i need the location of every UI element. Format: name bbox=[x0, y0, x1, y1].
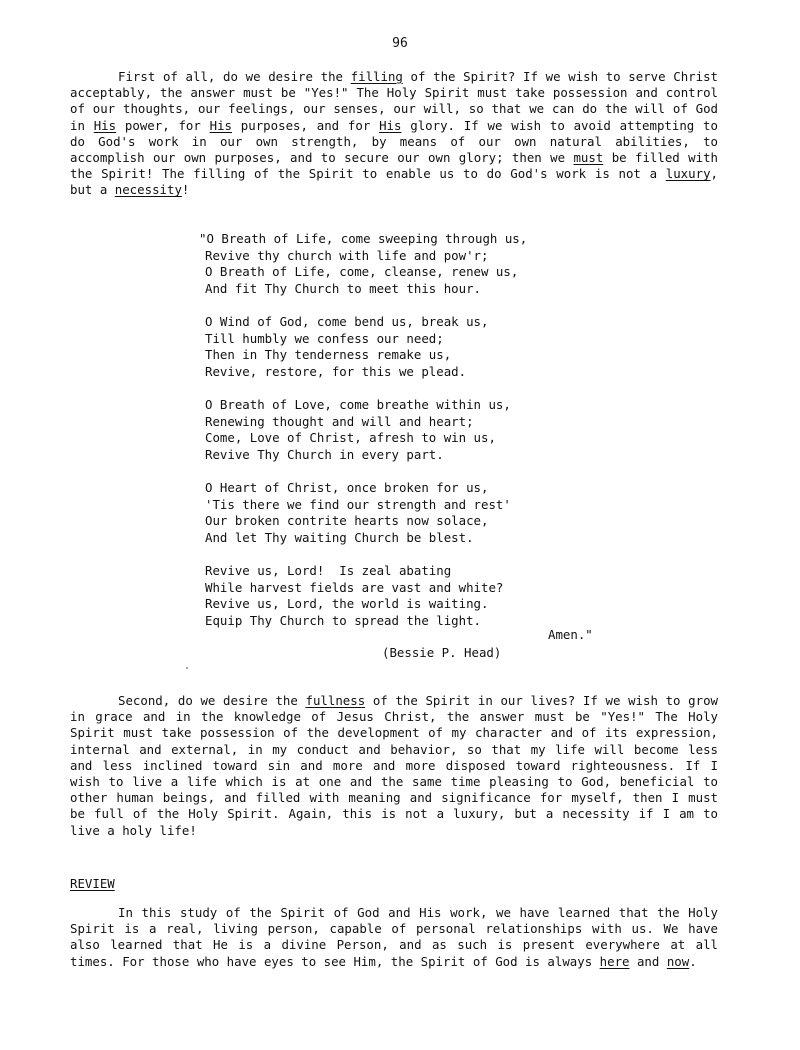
poem-stanza bbox=[205, 563, 625, 629]
underlined-word: now bbox=[666, 953, 690, 969]
underlined-word: must bbox=[573, 150, 604, 166]
scan-speck bbox=[186, 667, 188, 669]
text-run: of the Spirit? If we wish to serve Christ acceptably, the answer must be "Yes!" The Holy Spirit must take possession and control of our thoughts, our feelings, our senses, our will, so that we can do the will of God in bbox=[70, 69, 718, 133]
poem-line: O Breath of Love, come breathe within us, bbox=[205, 397, 511, 412]
text-run: power, for bbox=[116, 117, 210, 133]
text-run: , but a bbox=[70, 166, 718, 198]
underlined-word: necessity bbox=[114, 182, 182, 198]
text-run: First of all, do we desire the bbox=[118, 69, 351, 84]
poem-line: Revive Thy Church in every part. bbox=[205, 446, 444, 462]
poem-attribution: (Bessie P. Head) bbox=[382, 645, 502, 660]
poem-line: O Heart of Christ, once broken for us, bbox=[205, 480, 489, 495]
page-number: 96 bbox=[392, 36, 408, 51]
poem-line: Come, Love of Christ, afresh to win us, bbox=[205, 430, 496, 445]
poem-line: 'Tis there we find our strength and rest' bbox=[205, 496, 511, 512]
text-run: Second, do we desire the bbox=[118, 693, 306, 708]
poem-line: O Wind of God, come bend us, break us, bbox=[205, 314, 489, 329]
hymn-poem bbox=[199, 231, 625, 646]
poem-line: Our broken contrite hearts now solace, bbox=[205, 513, 489, 528]
poem-line: And fit Thy Church to meet this hour. bbox=[205, 280, 482, 296]
poem-line: Revive us, Lord! Is zeal abating bbox=[205, 563, 452, 578]
poem-line: Till humbly we confess our need; bbox=[205, 330, 444, 346]
underlined-word: here bbox=[599, 953, 630, 969]
poem-line: And let Thy waiting Church be blest. bbox=[205, 529, 474, 545]
poem-line: Revive thy church with life and pow'r; bbox=[205, 247, 489, 263]
poem-line: Revive, restore, for this we plead. bbox=[205, 363, 467, 379]
underlined-word: luxury bbox=[665, 166, 711, 182]
poem-line: Revive us, Lord, the world is waiting. bbox=[205, 596, 489, 611]
poem-line: Renewing thought and will and heart; bbox=[205, 413, 474, 429]
poem-stanza bbox=[205, 314, 625, 380]
text-run: glory. If we wish to avoid attempting to do God's work in our own strength, by means of our own natural abilities, to accomplish our own purposes, and to secure our own glory; then we bbox=[70, 117, 718, 166]
poem-stanza bbox=[199, 231, 625, 297]
poem-line: Equip Thy Church to spread the light. bbox=[205, 612, 482, 628]
text-run: be filled with the Spirit! The filling of the Spirit to enable us to do God's work is not a bbox=[70, 150, 718, 182]
paragraph-filling bbox=[70, 69, 718, 199]
poem-line: O Breath of Life, come, cleanse, renew us, bbox=[205, 264, 519, 279]
paragraph-review bbox=[70, 905, 718, 970]
text-run: purposes, and for bbox=[232, 117, 380, 133]
poem-stanza bbox=[205, 480, 625, 546]
text-run: and bbox=[629, 953, 667, 969]
poem-line: "O Breath of Life, come sweeping through us, bbox=[199, 231, 528, 246]
poem-closing: Amen." bbox=[548, 627, 593, 642]
text-run: ! bbox=[181, 182, 190, 198]
text-run: . bbox=[689, 953, 697, 969]
text-run: In this study of the Spirit of God and His work, we have learned that the Holy Spirit is a real, living person, capable of personal relationships with us. We have also learned that He is a divine Person, and as such is present everywhere at all times. For those who have eyes to see Him, the Spirit of God is always bbox=[70, 905, 718, 969]
underlined-word: filling bbox=[350, 69, 403, 84]
paragraph-fullness bbox=[70, 693, 718, 839]
poem-stanza bbox=[205, 397, 625, 463]
underlined-word: His bbox=[93, 117, 117, 133]
underlined-word: fullness bbox=[305, 693, 366, 708]
poem-line: Then in Thy tenderness remake us, bbox=[205, 347, 452, 362]
poem-line: While harvest fields are vast and white? bbox=[205, 579, 504, 595]
underlined-word: His bbox=[379, 117, 402, 133]
section-heading-review: REVIEW bbox=[70, 876, 115, 891]
text-run: of the Spirit in our lives? If we wish to grow in grace and in the knowledge of Jesus Christ, the answer must be "Yes!" The Holy Spirit must take possession of the development of my character and of its expression, internal and external, in my conduct and behavior, so that my life will become less and less inclined toward sin and more and more disposed toward righteousness. If I wish to live a life which is at one and the same time pleasing to God, beneficial to other human beings, and filled with meaning and significance for myself, then I must be full of the Holy Spirit. Again, this is not a luxury, but a necessity if I am to live a holy life! bbox=[70, 693, 718, 838]
underlined-word: His bbox=[209, 117, 233, 133]
